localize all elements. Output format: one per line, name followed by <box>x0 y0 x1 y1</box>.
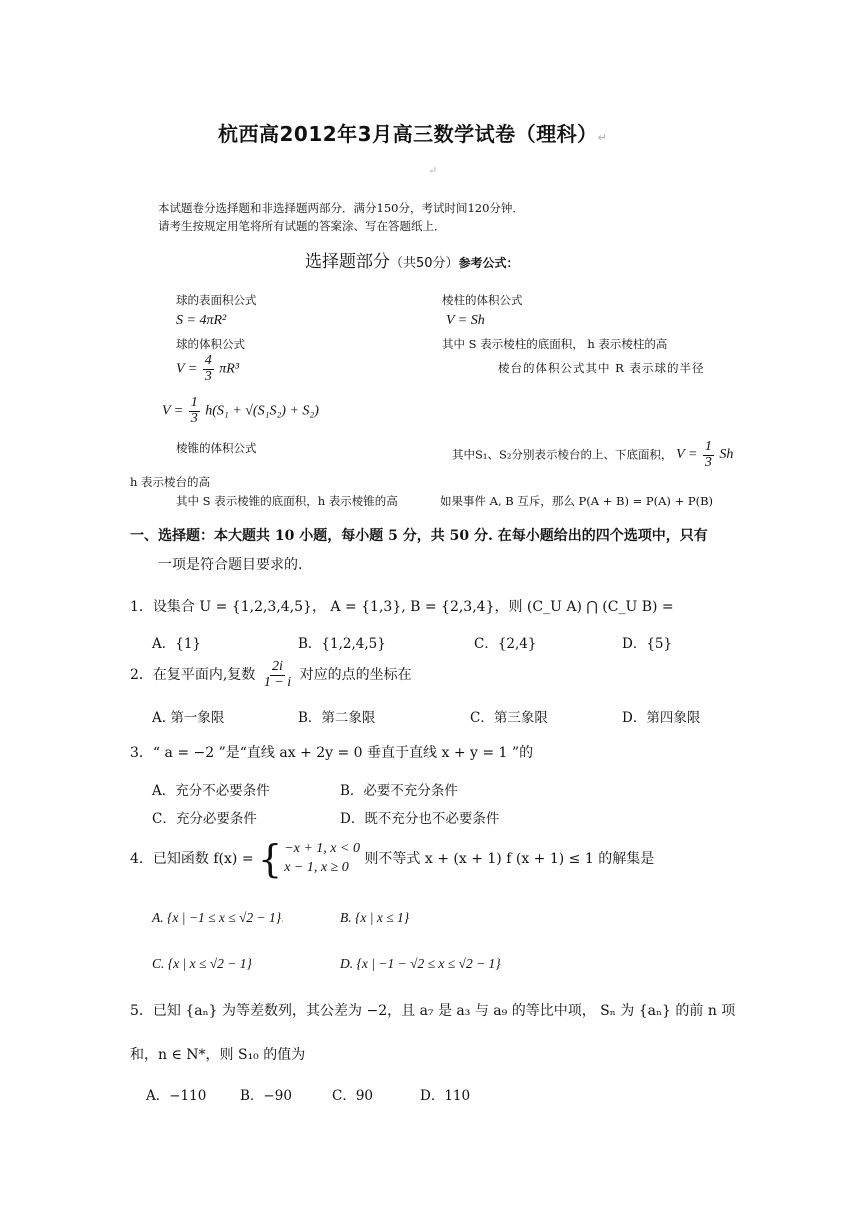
part1-heading: 一、选择题：本大题共 10 小题，每小题 5 分，共 50 分. 在每小题给出的四个选项中，只有 <box>130 528 708 544</box>
part1-heading-2: 一项是符合题目要求的. <box>158 557 303 573</box>
question-2-option-c[interactable]: C．第三象限 <box>470 710 548 726</box>
question-4-option-a[interactable]: A. {x | −1 ≤ x ≤ √2 − 1}. <box>152 910 285 925</box>
question-1-option-b[interactable]: B．{1,2,4,5} <box>298 636 386 652</box>
sphere-volume-formula: V = $\frac{4}{3}$ πR³ <box>176 353 240 384</box>
question-2-option-a[interactable]: A. 第一象限 <box>152 710 225 726</box>
question-3-option-d[interactable]: D．既不充分也不必要条件 <box>340 811 500 827</box>
frustum-volume-formula: V = $\frac{1}{3}$ h(S₁ + √(S₁S₂) + S₂) <box>162 395 319 426</box>
section-title: 选择题部分（共50分）参考公式： <box>305 252 519 272</box>
question-3-option-b[interactable]: B．必要不充分条件 <box>340 783 458 799</box>
question-5-option-b[interactable]: B．−90 <box>240 1088 292 1104</box>
question-1-option-c[interactable]: C．{2,4} <box>474 636 537 652</box>
question-5-option-c[interactable]: C．90 <box>332 1088 374 1104</box>
question-3: 3．“ a = −2 ”是“直线 ax + 2y = 0 垂直于直线 x + y = 1 ”的 <box>130 745 534 761</box>
prism-volume-label: 棱柱的体积公式 <box>442 293 523 307</box>
question-5-option-a[interactable]: A．−110 <box>146 1088 207 1104</box>
question-5-option-d[interactable]: D．110 <box>420 1088 471 1104</box>
question-3-option-a[interactable]: A．充分不必要条件 <box>152 783 270 799</box>
question-1: 1．设集合 U = {1,2,3,4,5}， A = {1,3}, B = {2,3,4}，则 (C_U A) ⋂ (C_U B) = <box>130 599 674 615</box>
question-2-option-b[interactable]: B．第二象限 <box>298 710 376 726</box>
question-4-option-d[interactable]: D. {x | −1 − √2 ≤ x ≤ √2 − 1} <box>340 956 501 971</box>
return-mark: ↵ <box>597 131 608 144</box>
events-note: 如果事件 A, B 互斥，那么 P(A + B) = P(A) + P(B) <box>440 494 714 508</box>
page-title: 杭西高2012年3月高三数学试卷（理科）↵ <box>218 122 608 146</box>
frustum-note: 棱台的体积公式其中 R 表示球的半径 <box>498 361 705 375</box>
question-5: 5．已知 {aₙ} 为等差数列，其公差为 −2，且 a₇ 是 a₃ 与 a₉ 的等比中项， Sₙ 为 {aₙ} 的前 n 项 <box>130 1003 736 1019</box>
return-mark: ↵ <box>428 164 438 177</box>
question-4-option-c[interactable]: C. {x | x ≤ √2 − 1} <box>152 956 252 971</box>
intro-line-2: 请考生按规定用笔将所有试题的答案涂、写在答题纸上． <box>158 219 446 233</box>
question-1-option-a[interactable]: A．{1} <box>152 636 202 652</box>
question-2-option-d[interactable]: D．第四象限 <box>622 710 701 726</box>
frustum-bases-note: 其中S₁、S₂分别表示棱台的上、下底面积， V = $\frac{1}{3}$ Sh <box>452 439 734 470</box>
question-4-option-b[interactable]: B. {x | x ≤ 1} <box>340 910 410 925</box>
sphere-volume-label: 球的体积公式 <box>176 337 245 351</box>
sphere-area-label: 球的表面积公式 <box>176 293 257 307</box>
frustum-height-note: h 表示棱台的高 <box>130 475 211 489</box>
question-5-line-2: 和，n ∈ N*，则 S₁₀ 的值为 <box>130 1047 306 1063</box>
question-4: 4．已知函数 f(x) = { −x + 1, x < 0 x − 1, x ≥ 0 则不等式 x + (x + 1) f (x + 1) ≤ 1 的解集是 <box>130 837 655 881</box>
pyramid-volume-label: 棱锥的体积公式 <box>176 441 257 455</box>
pyramid-note: 其中 S 表示棱锥的底面积，h 表示棱锥的高 <box>176 494 398 508</box>
sphere-area-formula: S = 4πR² <box>176 313 227 328</box>
piecewise-function: { −x + 1, x < 0 x − 1, x ≥ 0 <box>258 837 360 881</box>
question-1-option-d[interactable]: D．{5} <box>622 636 673 652</box>
prism-note: 其中 S 表示棱柱的底面积， h 表示棱柱的高 <box>442 337 668 351</box>
intro-line-1: 本试题卷分选择题和非选择题两部分．满分150分，考试时间120分钟． <box>158 201 524 215</box>
question-2: 2．在复平面内,复数 $\frac{2i}{1 - i}$ 对应的点的坐标在 <box>130 659 412 690</box>
question-3-option-c[interactable]: C．充分必要条件 <box>152 811 257 827</box>
prism-volume-formula: V = Sh <box>446 313 485 328</box>
